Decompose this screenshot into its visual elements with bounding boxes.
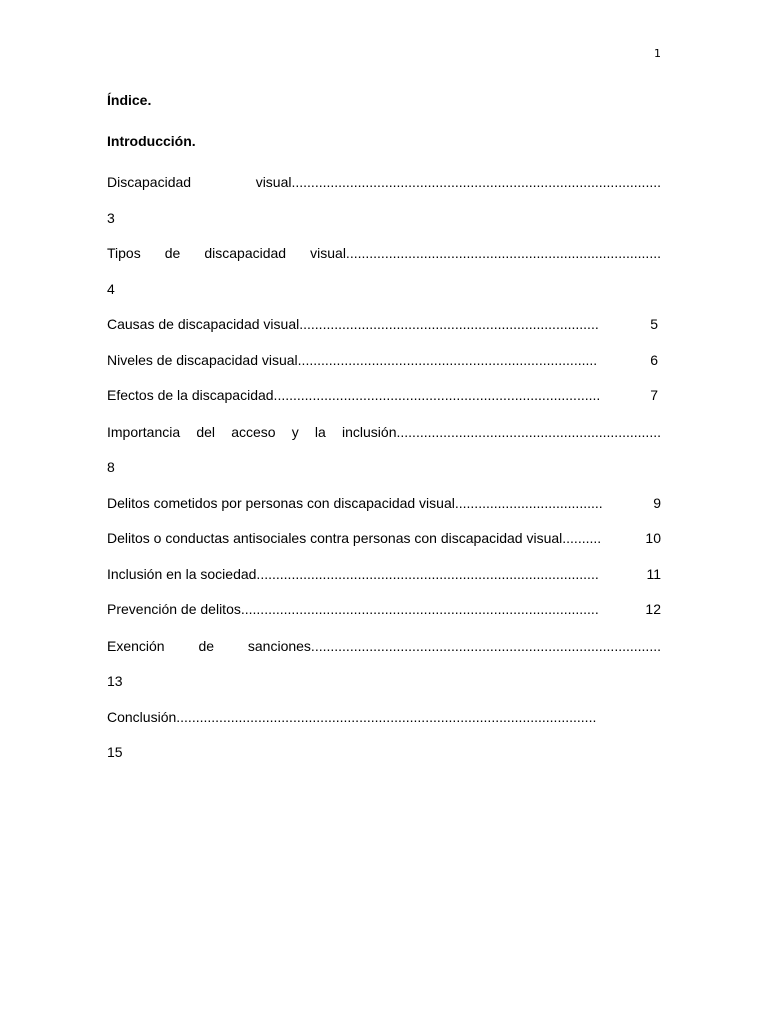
toc-entry-delitos-conductas (107, 529, 661, 547)
toc-entry-text: Causas de discapacidad visual............................................................................. (107, 316, 599, 332)
toc-entry-page-number: 10 (645, 530, 661, 546)
toc-entry-page-number: 8 (107, 459, 115, 475)
toc-entry-page-number: 13 (107, 673, 123, 689)
toc-entry-text: Conclusión............................................................................................................ (107, 709, 597, 725)
toc-entry-discapacidad-visual (107, 173, 661, 191)
toc-entry-page-number: 3 (107, 210, 115, 226)
toc-entry-page-number: 7 (650, 387, 658, 403)
toc-entry-importancia (107, 423, 661, 441)
toc-entry-page-number: 4 (107, 281, 115, 297)
toc-entry-page-number: 6 (650, 352, 658, 368)
toc-entry-tipos (107, 244, 661, 262)
toc-entry-page-number: 9 (653, 495, 661, 511)
toc-entry-conclusion (107, 708, 637, 726)
toc-entry-niveles (107, 351, 658, 369)
toc-entry-text: Inclusión en la sociedad........................................................................................ (107, 566, 599, 582)
toc-entry-exencion (107, 637, 661, 655)
toc-entry-text: Delitos cometidos por personas con discapacidad visual...................................... (107, 495, 603, 511)
toc-entry-page-number: 11 (646, 566, 661, 582)
toc-entry-page-number: 12 (645, 601, 661, 617)
toc-entry-text: Niveles de discapacidad visual............................................................................. (107, 352, 598, 368)
toc-entry-text: Delitos o conductas antisociales contra personas con discapacidad visual.......... (107, 530, 602, 546)
toc-entry-page-number: 5 (650, 316, 658, 332)
toc-entry-prevencion (107, 600, 661, 618)
toc-entry-text: Importancia del acceso y la inclusión.................................................................... (107, 424, 661, 440)
index-heading: Índice. (107, 92, 152, 108)
toc-entry-efectos (107, 386, 658, 404)
toc-entry-text: Prevención de delitos............................................................................................ (107, 601, 599, 617)
toc-entry-inclusion (107, 565, 661, 583)
introduction-heading: Introducción. (107, 133, 196, 149)
toc-entry-page-number: 15 (107, 744, 123, 760)
toc-entry-text: Efectos de la discapacidad.................................................................................... (107, 387, 601, 403)
toc-entry-text: Discapacidad visual............................................................................................... (107, 174, 661, 190)
page-number: 1 (654, 47, 661, 60)
toc-entry-causas (107, 315, 658, 333)
toc-entry-text: Tipos de discapacidad visual................................................................................. (107, 245, 661, 261)
toc-entry-delitos-cometidos (107, 494, 661, 512)
toc-entry-text: Exención de sanciones.......................................................................................... (107, 638, 661, 654)
